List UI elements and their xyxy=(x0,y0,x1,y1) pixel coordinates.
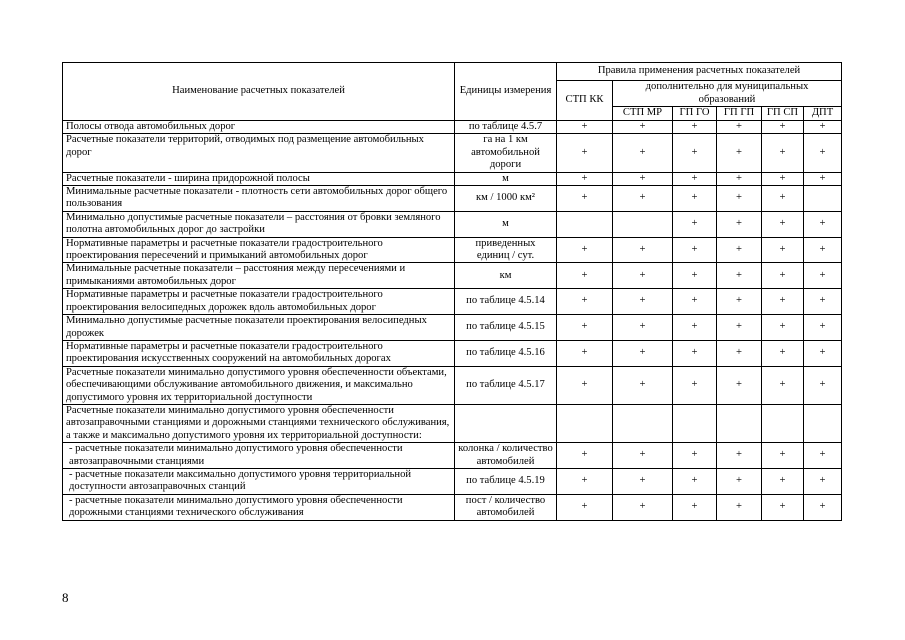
table-row xyxy=(63,366,842,404)
applicability-mark-cell: + xyxy=(717,443,762,469)
applicability-mark-cell: + xyxy=(762,289,804,315)
applicability-mark-cell: + xyxy=(673,366,717,404)
applicability-mark-cell: + xyxy=(557,443,613,469)
sub-column-header: ГП ГО xyxy=(673,107,717,121)
sub-column-header: ДПТ xyxy=(804,107,842,121)
applicability-mark-cell: + xyxy=(717,121,762,134)
applicability-mark-cell: + xyxy=(613,134,673,172)
indicator-name-cell: Нормативные параметры и расчетные показатели градостроительного проектирования велосипедных дорожек вдоль автомобильных дорог xyxy=(63,289,455,315)
applicability-mark-cell: + xyxy=(613,315,673,341)
indicator-name-cell: Минимальные расчетные показатели - плотность сети автомобильных дорог общего пользования xyxy=(63,186,455,212)
applicability-mark-cell: + xyxy=(673,172,717,185)
applicability-mark-cell: + xyxy=(762,494,804,520)
applicability-mark-cell: + xyxy=(762,211,804,237)
applicability-mark-cell: + xyxy=(717,186,762,212)
applicability-mark-cell xyxy=(557,211,613,237)
indicator-name-cell: - расчетные показатели максимально допустимого уровня территориальной доступности автозаправочных станций xyxy=(63,468,455,494)
table-row xyxy=(63,186,842,212)
applicability-mark-cell: + xyxy=(673,134,717,172)
applicability-mark-cell: + xyxy=(613,186,673,212)
unit-cell: по таблице 4.5.19 xyxy=(455,468,557,494)
applicability-mark-cell: + xyxy=(613,443,673,469)
applicability-mark-cell xyxy=(613,211,673,237)
table-row xyxy=(63,340,842,366)
table-row xyxy=(63,172,842,185)
indicators-table xyxy=(62,62,842,521)
indicator-name-cell: Минимальные расчетные показатели – расстояния между пересечениями и примыканиями автомобильных дорог xyxy=(63,263,455,289)
indicator-name-cell: Расчетные показатели территорий, отводимых под размещение автомобильных дорог xyxy=(63,134,455,172)
applicability-mark-cell xyxy=(762,404,804,442)
table-row xyxy=(63,315,842,341)
table-row xyxy=(63,289,842,315)
unit-cell: приведенных единиц / сут. xyxy=(455,237,557,263)
applicability-mark-cell: + xyxy=(613,263,673,289)
table-row xyxy=(63,211,842,237)
unit-cell: по таблице 4.5.17 xyxy=(455,366,557,404)
name-column-header: Наименование расчетных показателей xyxy=(63,63,455,121)
applicability-mark-cell xyxy=(673,404,717,442)
unit-cell: м xyxy=(455,172,557,185)
applicability-mark-cell: + xyxy=(557,134,613,172)
applicability-mark-cell: + xyxy=(804,443,842,469)
applicability-mark-cell: + xyxy=(613,340,673,366)
applicability-mark-cell: + xyxy=(557,315,613,341)
applicability-mark-cell: + xyxy=(717,134,762,172)
applicability-mark-cell: + xyxy=(557,468,613,494)
applicability-mark-cell: + xyxy=(673,494,717,520)
indicator-name-cell: Нормативные параметры и расчетные показатели градостроительного проектирования пересечений и примыканий автомобильных дорог xyxy=(63,237,455,263)
indicator-name-cell: Нормативные параметры и расчетные показатели градостроительного проектирования искусственных сооружений на автомобильных дорогах xyxy=(63,340,455,366)
applicability-mark-cell: + xyxy=(717,340,762,366)
indicator-name-cell: - расчетные показатели минимально допустимого уровня обеспеченности автозаправочными станциями xyxy=(63,443,455,469)
applicability-mark-cell: + xyxy=(673,289,717,315)
applicability-mark-cell: + xyxy=(717,315,762,341)
table-row xyxy=(63,121,842,134)
table-row xyxy=(63,404,842,442)
applicability-mark-cell: + xyxy=(717,366,762,404)
applicability-mark-cell: + xyxy=(762,468,804,494)
applicability-mark-cell: + xyxy=(804,289,842,315)
unit-cell: км xyxy=(455,263,557,289)
applicability-mark-cell: + xyxy=(762,315,804,341)
applicability-mark-cell: + xyxy=(762,366,804,404)
applicability-mark-cell: + xyxy=(762,263,804,289)
applicability-mark-cell: + xyxy=(613,366,673,404)
applicability-mark-cell: + xyxy=(673,340,717,366)
indicator-name-cell: Расчетные показатели - ширина придорожной полосы xyxy=(63,172,455,185)
sub-column-header: СТП МР xyxy=(613,107,673,121)
table-row xyxy=(63,263,842,289)
sub-column-header: ГП ГП xyxy=(717,107,762,121)
applicability-mark-cell: + xyxy=(673,121,717,134)
applicability-mark-cell: + xyxy=(557,366,613,404)
table-header xyxy=(63,63,842,121)
applicability-mark-cell: + xyxy=(804,263,842,289)
unit-cell: га на 1 км автомобильной дороги xyxy=(455,134,557,172)
applicability-mark-cell: + xyxy=(613,237,673,263)
stp-kk-header: СТП КК xyxy=(557,81,613,121)
applicability-mark-cell: + xyxy=(762,172,804,185)
indicator-name-cell: Минимально допустимые расчетные показатели проектирования велосипедных дорожек xyxy=(63,315,455,341)
page-number: 8 xyxy=(62,590,69,605)
applicability-mark-cell: + xyxy=(673,211,717,237)
applicability-mark-cell: + xyxy=(717,263,762,289)
applicability-mark-cell: + xyxy=(717,468,762,494)
applicability-mark-cell: + xyxy=(717,494,762,520)
table-row xyxy=(63,494,842,520)
unit-cell: по таблице 4.5.15 xyxy=(455,315,557,341)
applicability-mark-cell: + xyxy=(717,211,762,237)
unit-cell: колонка / количество автомобилей xyxy=(455,443,557,469)
indicator-name-cell: Расчетные показатели минимально допустимого уровня обеспеченности объектами, обеспечивающими обслуживание автомобильного движения, и максимально допустимого уровня их территориальной доступности xyxy=(63,366,455,404)
applicability-mark-cell: + xyxy=(804,366,842,404)
applicability-mark-cell: + xyxy=(804,494,842,520)
applicability-mark-cell: + xyxy=(804,315,842,341)
table-row xyxy=(63,237,842,263)
applicability-mark-cell: + xyxy=(804,468,842,494)
applicability-mark-cell xyxy=(804,186,842,212)
applicability-mark-cell: + xyxy=(613,494,673,520)
applicability-mark-cell: + xyxy=(673,237,717,263)
units-column-header: Единицы измерения xyxy=(455,63,557,121)
applicability-mark-cell xyxy=(613,404,673,442)
applicability-mark-cell: + xyxy=(804,340,842,366)
unit-cell xyxy=(455,404,557,442)
applicability-mark-cell: + xyxy=(557,172,613,185)
applicability-mark-cell: + xyxy=(673,443,717,469)
indicator-name-cell: Расчетные показатели минимально допустимого уровня обеспеченности автозаправочными станциями и дорожными станциями технического обслуживания, а также и максимально допустимого уровня их территориальной доступности: xyxy=(63,404,455,442)
applicability-mark-cell: + xyxy=(613,468,673,494)
indicator-name-cell: - расчетные показатели минимально допустимого уровня обеспеченности дорожными станциями технического обслуживания xyxy=(63,494,455,520)
applicability-mark-cell xyxy=(717,404,762,442)
unit-cell: по таблице 4.5.14 xyxy=(455,289,557,315)
applicability-mark-cell: + xyxy=(717,237,762,263)
unit-cell: км / 1000 км² xyxy=(455,186,557,212)
applicability-mark-cell: + xyxy=(762,237,804,263)
table-body xyxy=(63,121,842,521)
applicability-mark-cell: + xyxy=(804,211,842,237)
applicability-mark-cell: + xyxy=(673,263,717,289)
applicability-mark-cell: + xyxy=(804,121,842,134)
applicability-mark-cell xyxy=(557,404,613,442)
table-row xyxy=(63,443,842,469)
applicability-mark-cell: + xyxy=(717,172,762,185)
applicability-mark-cell: + xyxy=(673,186,717,212)
applicability-mark-cell: + xyxy=(762,121,804,134)
applicability-mark-cell: + xyxy=(717,289,762,315)
indicator-name-cell: Полосы отвода автомобильных дорог xyxy=(63,121,455,134)
unit-cell: по таблице 4.5.7 xyxy=(455,121,557,134)
applicability-mark-cell: + xyxy=(557,494,613,520)
applicability-mark-cell: + xyxy=(762,134,804,172)
applicability-mark-cell: + xyxy=(804,172,842,185)
unit-cell: м xyxy=(455,211,557,237)
applicability-mark-cell: + xyxy=(762,186,804,212)
applicability-mark-cell: + xyxy=(557,186,613,212)
applicability-mark-cell: + xyxy=(804,237,842,263)
applicability-mark-cell: + xyxy=(673,315,717,341)
unit-cell: по таблице 4.5.16 xyxy=(455,340,557,366)
applicability-mark-cell: + xyxy=(673,468,717,494)
applicability-mark-cell: + xyxy=(557,237,613,263)
sub-column-header: ГП СП xyxy=(762,107,804,121)
table-row xyxy=(63,134,842,172)
indicator-name-cell: Минимально допустимые расчетные показатели – расстояния от бровки земляного полотна автомобильных дорог до застройки xyxy=(63,211,455,237)
applicability-mark-cell: + xyxy=(613,289,673,315)
applicability-mark-cell: + xyxy=(762,443,804,469)
additional-group-header: дополнительно для муниципальных образований xyxy=(613,81,842,107)
applicability-mark-cell: + xyxy=(613,172,673,185)
rules-group-header: Правила применения расчетных показателей xyxy=(557,63,842,81)
applicability-mark-cell xyxy=(804,404,842,442)
applicability-mark-cell: + xyxy=(557,263,613,289)
applicability-mark-cell: + xyxy=(613,121,673,134)
applicability-mark-cell: + xyxy=(557,289,613,315)
applicability-mark-cell: + xyxy=(804,134,842,172)
applicability-mark-cell: + xyxy=(557,121,613,134)
table-row xyxy=(63,468,842,494)
applicability-mark-cell: + xyxy=(762,340,804,366)
unit-cell: пост / количество автомобилей xyxy=(455,494,557,520)
applicability-mark-cell: + xyxy=(557,340,613,366)
